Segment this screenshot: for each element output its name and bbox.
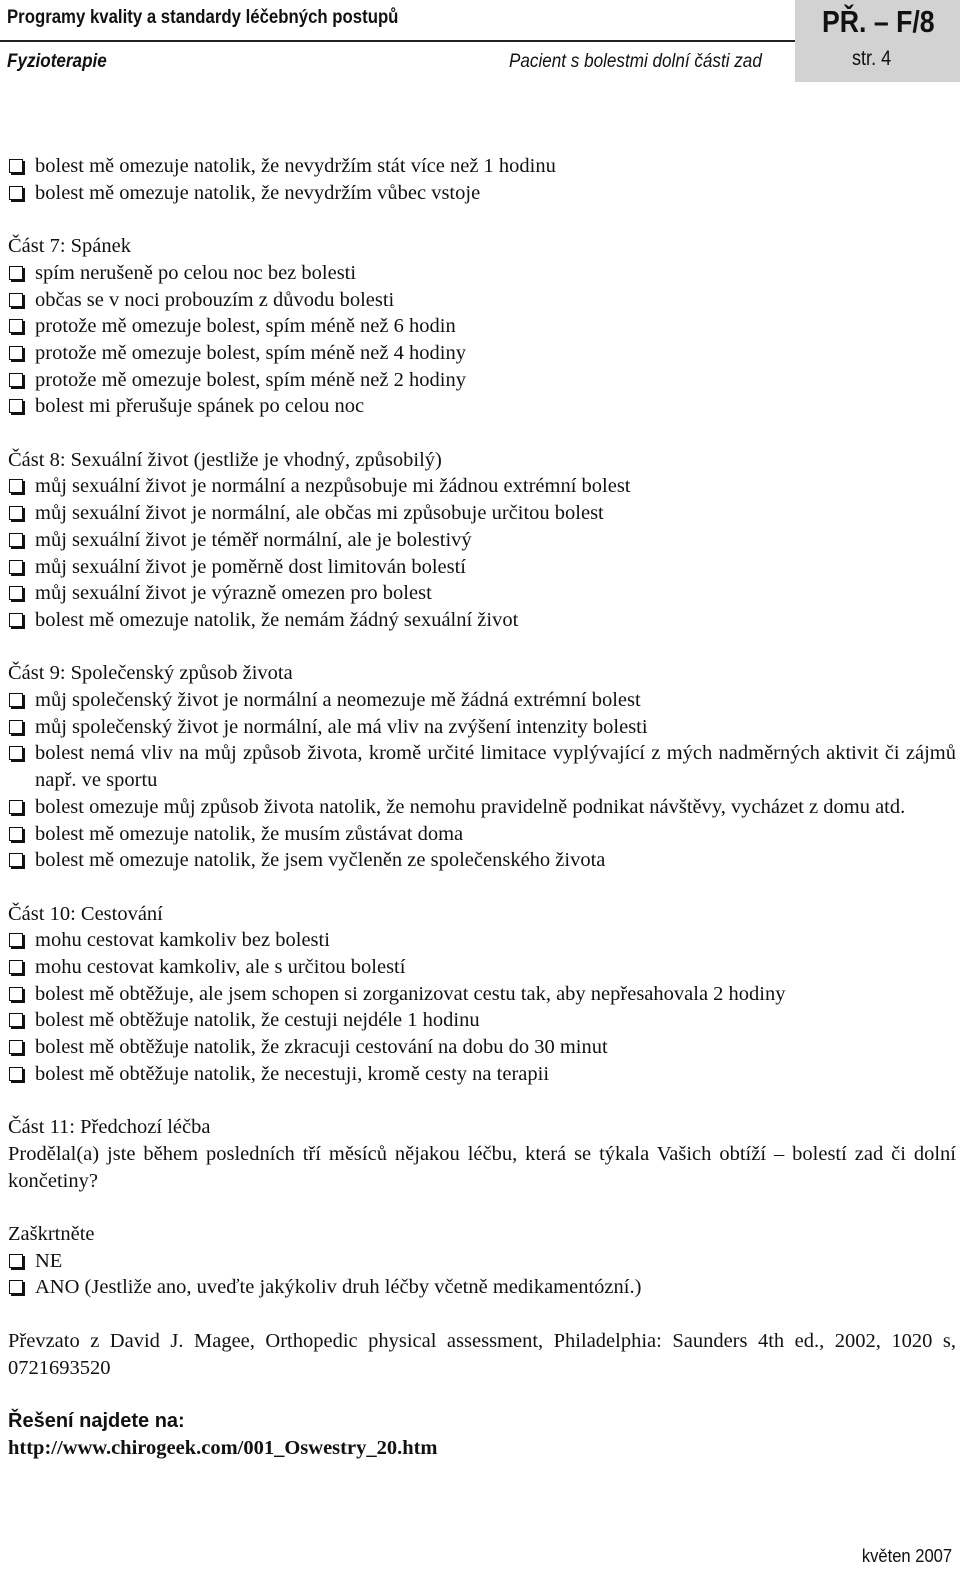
checkbox-option[interactable]: můj sexuální život je normální, ale občas mi způsobuje určitou bolest	[8, 500, 956, 527]
checkbox-icon[interactable]	[9, 586, 23, 600]
checkbox-icon[interactable]	[9, 1040, 23, 1054]
checkbox-icon[interactable]	[9, 560, 23, 574]
checkbox-option[interactable]: bolest mě omezuje natolik, že musím zůstávat doma	[8, 821, 956, 848]
checkbox-option[interactable]: protože mě omezuje bolest, spím méně než 6 hodin	[8, 313, 956, 340]
checkbox-option[interactable]: občas se v noci probouzím z důvodu bolesti	[8, 287, 956, 314]
checkbox-option[interactable]: bolest mě obtěžuje natolik, že zkracuji cestování na dobu do 30 minut	[8, 1034, 956, 1061]
spacer	[8, 1088, 956, 1115]
spacer	[8, 1194, 956, 1221]
spacer	[8, 206, 956, 233]
checkbox-option[interactable]: bolest mě obtěžuje, ale jsem schopen si zorganizovat cestu tak, aby nepřesahovala 2 hodiny	[8, 981, 956, 1008]
header-title: Programy kvality a standardy léčebných postupů	[7, 6, 399, 28]
checkbox-icon[interactable]	[9, 1280, 23, 1294]
checkbox-option[interactable]: bolest omezuje můj způsob života natolik, že nemohu pravidelně podnikat návštěvy, vycházet z domu atd.	[8, 794, 956, 821]
spacer	[8, 1381, 956, 1408]
checkbox-option[interactable]: bolest mě omezuje natolik, že jsem vyčleněn ze společenského života	[8, 847, 956, 874]
checkbox-icon[interactable]	[9, 266, 23, 280]
checkbox-option[interactable]: bolest mě omezuje natolik, že nemám žádný sexuální život	[8, 607, 956, 634]
checkbox-icon[interactable]	[9, 293, 23, 307]
instruction-text: Zaškrtněte	[8, 1223, 95, 1246]
checkbox-icon[interactable]	[9, 800, 23, 814]
spacer	[8, 1301, 956, 1328]
checkbox-icon[interactable]	[9, 1254, 23, 1268]
document-body	[8, 153, 956, 1461]
checkbox-option[interactable]: můj sexuální život je poměrně dost limitován bolestí	[8, 554, 956, 581]
checkbox-option[interactable]: bolest mi přerušuje spánek po celou noc	[8, 393, 956, 420]
part7-section	[8, 233, 956, 420]
checkbox-icon[interactable]	[9, 373, 23, 387]
checkbox-icon[interactable]	[9, 1067, 23, 1081]
checkbox-icon[interactable]	[9, 346, 23, 360]
checkbox-option[interactable]: bolest mě omezuje natolik, že nevydržím vůbec vstoje	[8, 180, 956, 207]
checkbox-icon[interactable]	[9, 613, 23, 627]
header-topic: Pacient s bolestmi dolní části zad	[509, 51, 762, 72]
checkbox-icon[interactable]	[9, 693, 23, 707]
checkbox-icon[interactable]	[9, 960, 23, 974]
part8-section	[8, 447, 956, 634]
part9-section	[8, 660, 956, 874]
footer-date: květen 2007	[861, 1546, 952, 1566]
checkbox-icon[interactable]	[9, 720, 23, 734]
spacer	[8, 874, 956, 901]
source-citation: Převzato z David J. Magee, Orthopedic physical assessment, Philadelphia: Saunders 4th ed., 2002, 1020 s, 0721693520	[8, 1329, 956, 1379]
checkbox-option[interactable]: mohu cestovat kamkoliv, ale s určitou bolestí	[8, 954, 956, 981]
checkbox-icon[interactable]	[9, 159, 23, 173]
section-heading: Část 9: Společenský způsob života	[8, 662, 293, 685]
solution-link[interactable]: http://www.chirogeek.com/001_Oswestry_20.htm	[8, 1436, 438, 1459]
checkbox-icon[interactable]	[9, 533, 23, 547]
header-code: PŘ. – F/8	[822, 4, 935, 39]
section-heading: Část 8: Sexuální život (jestliže je vhodný, způsobilý)	[8, 448, 442, 471]
part10-section	[8, 901, 956, 1088]
checkbox-icon[interactable]	[9, 746, 23, 760]
checkbox-option[interactable]: bolest mě obtěžuje natolik, že cestuji nejdéle 1 hodinu	[8, 1007, 956, 1034]
checkbox-icon[interactable]	[9, 987, 23, 1001]
checkbox-icon[interactable]	[9, 933, 23, 947]
checkbox-option[interactable]: bolest mě omezuje natolik, že nevydržím stát více než 1 hodinu	[8, 153, 956, 180]
header-section: Fyzioterapie	[7, 51, 107, 72]
checkbox-option-no[interactable]: NE	[8, 1248, 956, 1275]
checkbox-option[interactable]: spím nerušeně po celou noc bez bolesti	[8, 260, 956, 287]
spacer	[8, 420, 956, 447]
checkbox-option[interactable]: můj sexuální život je téměř normální, ale je bolestivý	[8, 527, 956, 554]
solution-label: Řešení najdete na:	[8, 1409, 185, 1432]
checkbox-option[interactable]: bolest mě obtěžuje natolik, že necestuji, kromě cesty na terapii	[8, 1061, 956, 1088]
checkbox-option[interactable]: můj sexuální život je výrazně omezen pro bolest	[8, 580, 956, 607]
checkbox-option[interactable]: bolest nemá vliv na můj způsob života, kromě určité limitace vyplývající z mých nadměrných aktivit či zájmů např. ve sportu	[8, 740, 956, 793]
checkbox-icon[interactable]	[9, 479, 23, 493]
checkbox-option[interactable]: můj sexuální život je normální a nezpůsobuje mi žádnou extrémní bolest	[8, 473, 956, 500]
checkbox-option[interactable]: mohu cestovat kamkoliv bez bolesti	[8, 927, 956, 954]
checkbox-icon[interactable]	[9, 399, 23, 413]
checkbox-option[interactable]: můj společenský život je normální a neomezuje mě žádná extrémní bolest	[8, 687, 956, 714]
checkbox-option[interactable]: můj společenský život je normální, ale má vliv na zvýšení intenzity bolesti	[8, 714, 956, 741]
spacer	[8, 634, 956, 661]
question-text: Prodělal(a) jste během posledních tří měsíců nějakou léčbu, která se týkala Vašich obtíží – bolestí zad či dolní končetiny?	[8, 1142, 956, 1192]
checkbox-option[interactable]: protože mě omezuje bolest, spím méně než 4 hodiny	[8, 340, 956, 367]
header-page-number: str. 4	[852, 47, 892, 70]
checkbox-icon[interactable]	[9, 186, 23, 200]
checkbox-icon[interactable]	[9, 827, 23, 841]
section-heading: Část 7: Spánek	[8, 235, 131, 258]
checkbox-icon[interactable]	[9, 506, 23, 520]
part11-section	[8, 1114, 956, 1301]
header-rule	[0, 40, 795, 42]
section-heading: Část 10: Cestování	[8, 902, 163, 925]
checkbox-option[interactable]: protože mě omezuje bolest, spím méně než 2 hodiny	[8, 367, 956, 394]
checkbox-icon[interactable]	[9, 853, 23, 867]
part6-continued	[8, 153, 956, 206]
checkbox-icon[interactable]	[9, 319, 23, 333]
section-heading: Část 11: Předchozí léčba	[8, 1116, 211, 1139]
checkbox-icon[interactable]	[9, 1013, 23, 1027]
checkbox-option-yes[interactable]: ANO (Jestliže ano, uveďte jakýkoliv druh léčby včetně medikamentózní.)	[8, 1274, 956, 1301]
